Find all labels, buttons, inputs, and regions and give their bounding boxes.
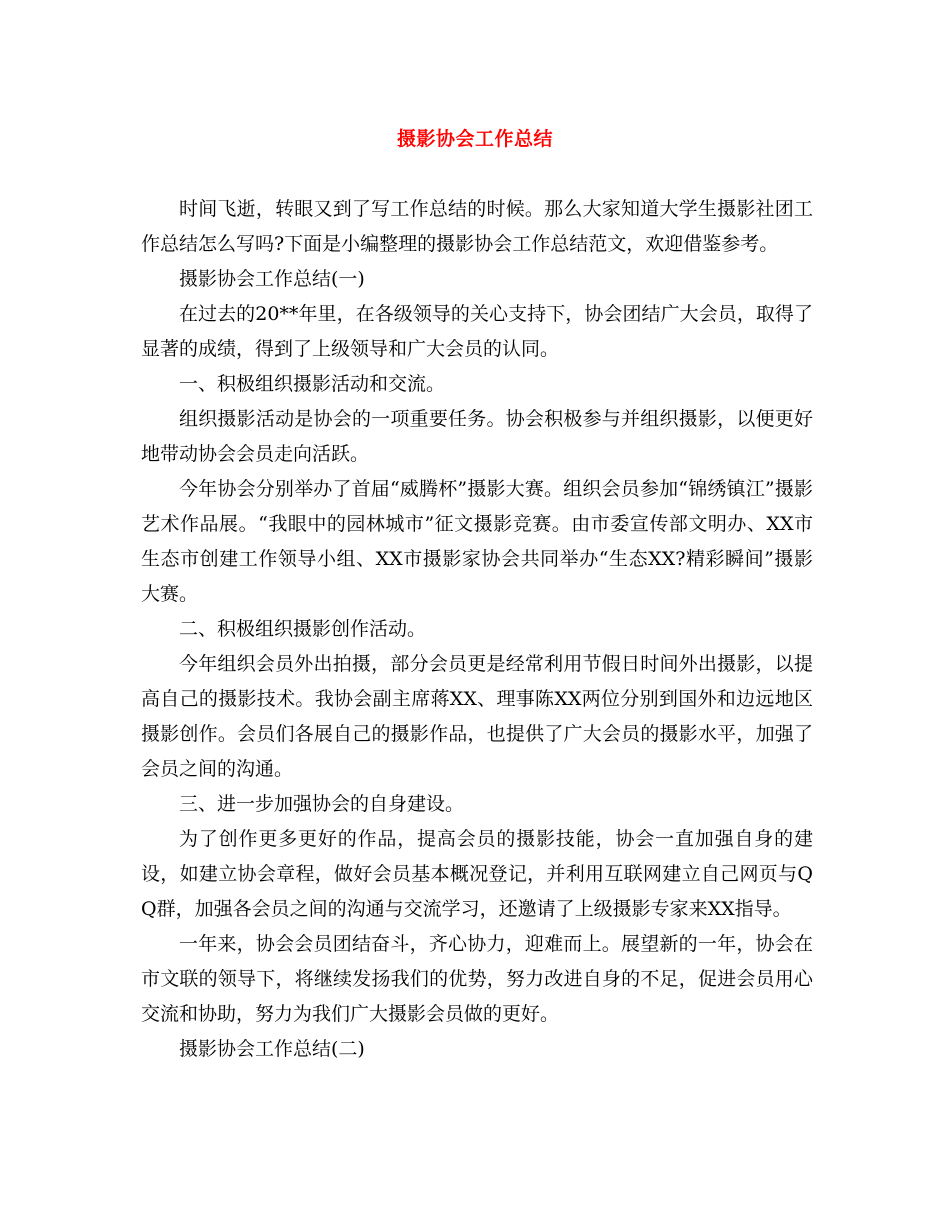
paragraph: 为了创作更多更好的作品，提高会员的摄影技能，协会一直加强自身的建设，如建立协会章程，做好会员基本概况登记，并利用互联网建立自己网页与QQ群，加强各会员之间的沟通与交流学习，还邀请了上级摄影专家来XX指导。 [141, 828, 813, 920]
subheading: 三、进一步加强协会的自身建设。 [179, 793, 465, 815]
paragraph-intro: 时间飞逝，转眼又到了写工作总结的时候。那么大家知道大学生摄影社团工作总结怎么写吗?下面是小编整理的摄影协会工作总结范文，欢迎借鉴参考。 [141, 198, 813, 255]
paragraph: 今年组织会员外出拍摄，部分会员更是经常利用节假日时间外出摄影，以提高自己的摄影技术。我协会副主席蒋XX、理事陈XX两位分别到国外和边远地区摄影创作。会员们各展自己的摄影作品，也提供了广大会员的摄影水平，加强了会员之间的沟通。 [141, 653, 813, 780]
document-title: 摄影协会工作总结 [396, 128, 553, 150]
subheading: 一、积极组织摄影活动和交流。 [179, 373, 446, 395]
section-heading-two: 摄影协会工作总结(二) [179, 1038, 365, 1060]
section-heading-one: 摄影协会工作总结(一) [179, 268, 365, 290]
document-body [141, 192, 813, 1067]
paragraph: 在过去的20**年里，在各级领导的关心支持下，协会团结广大会员，取得了显著的成绩，得到了上级领导和广大会员的认同。 [141, 303, 813, 360]
paragraph: 今年协会分别举办了首届“威腾杯”摄影大赛。组织会员参加“锦绣镇江”摄影艺术作品展。“我眼中的园林城市”征文摄影竞赛。由市委宣传部文明办、XX市生态市创建工作领导小组、XX市摄影家协会共同举办“生态XX?精彩瞬间”摄影大赛。 [141, 478, 813, 605]
paragraph: 组织摄影活动是协会的一项重要任务。协会积极参与并组织摄影，以便更好地带动协会会员走向活跃。 [141, 408, 813, 465]
subheading: 二、积极组织摄影创作活动。 [179, 618, 427, 640]
paragraph: 一年来，协会会员团结奋斗，齐心协力，迎难而上。展望新的一年，协会在市文联的领导下，将继续发扬我们的优势，努力改进自身的不足，促进会员用心交流和协助，努力为我们广大摄影会员做的更好。 [141, 933, 813, 1025]
